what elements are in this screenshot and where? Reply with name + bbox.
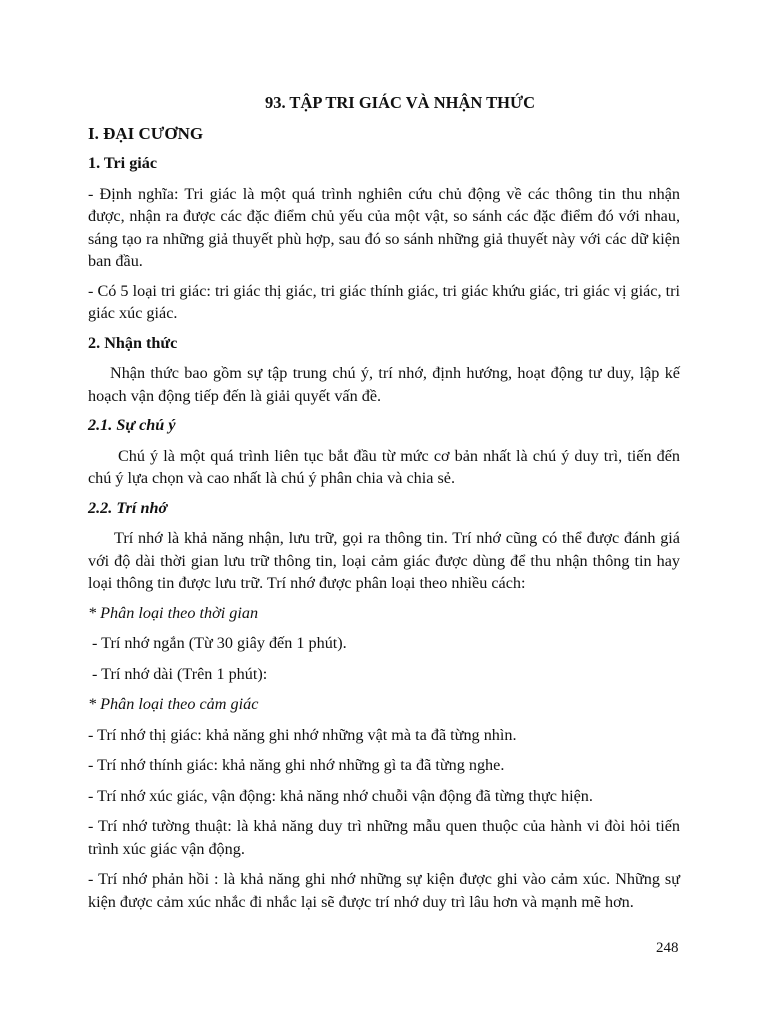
heading-tri-nho: 2.2. Trí nhớ bbox=[88, 498, 168, 517]
page-title: 93. TẬP TRI GIÁC VÀ NHẬN THỨC bbox=[264, 93, 535, 112]
list-item-visual-memory: - Trí nhớ thị giác: khả năng ghi nhớ những vật mà ta đã từng nhìn. bbox=[88, 725, 517, 744]
list-item-short-memory: - Trí nhớ ngắn (Từ 30 giây đến 1 phút). bbox=[92, 634, 347, 652]
paragraph-tri-nho: Trí nhớ là khả năng nhận, lưu trữ, gọi ra thông tin. Trí nhớ cũng có thể được đánh giá với độ dài thời gian lưu trữ thông tin, loại cảm giác được dùng để thu nhận thông tin hay loại thông tin được lưu trữ. Trí nhớ được phân loại theo nhiều cách: bbox=[88, 529, 680, 592]
section-heading-dai-cuong: I. ĐẠI CƯƠNG bbox=[88, 123, 204, 143]
paragraph-su-chu-y: Chú ý là một quá trình liên tục bắt đầu từ mức cơ bản nhất là chú ý duy trì, tiến đến chú ý lựa chọn và cao nhất là chú ý phân chia và chia sẻ. bbox=[88, 446, 680, 487]
subheading-by-sense: * Phân loại theo cảm giác bbox=[88, 695, 259, 713]
list-item-emotional-memory: - Trí nhớ phản hồi : là khả năng ghi nhớ những sự kiện được ghi vào cảm xúc. Những sự kiện được cảm xúc nhắc đi nhắc lại sẽ được trí nhớ duy trì lâu hơn và mạnh mẽ hơn. bbox=[88, 870, 680, 911]
list-item-auditory-memory: - Trí nhớ thính giác: khả năng ghi nhớ những gì ta đã từng nghe. bbox=[88, 756, 505, 774]
list-item-tactile-memory: - Trí nhớ xúc giác, vận động: khả năng nhớ chuỗi vận động đã từng thực hiện. bbox=[88, 786, 593, 805]
heading-su-chu-y: 2.1. Sự chú ý bbox=[88, 416, 176, 434]
subheading-by-time: * Phân loại theo thời gian bbox=[88, 603, 259, 622]
heading-nhan-thuc: 2. Nhận thức bbox=[88, 333, 178, 352]
list-item-long-memory: - Trí nhớ dài (Trên 1 phút): bbox=[92, 664, 268, 683]
list-item-procedural-memory: - Trí nhớ tường thuật: là khả năng duy trì những mẫu quen thuộc của hành vi đòi hỏi tiến trình xúc giác vận động. bbox=[88, 817, 680, 858]
document-page bbox=[88, 92, 680, 921]
heading-tri-giac: 1. Tri giác bbox=[88, 154, 158, 172]
page-number: 248 bbox=[656, 940, 679, 956]
paragraph-tri-giac-definition: - Định nghĩa: Tri giác là một quá trình nghiên cứu chủ động về các thông tin thu nhận được, nhận ra được các đặc điểm chủ yếu của một vật, so sánh các đặc điểm đó với nhau, sáng tạo ra những giả thuyết phù hợp, sau đó so sánh những giả thuyết này với các dữ kiện ban đầu. bbox=[88, 184, 680, 270]
paragraph-nhan-thuc: Nhận thức bao gồm sự tập trung chú ý, trí nhớ, định hướng, hoạt động tư duy, lập kế hoạch vận động tiếp đến là giải quyết vấn đề. bbox=[88, 364, 680, 405]
paragraph-tri-giac-types: - Có 5 loại tri giác: tri giác thị giác, tri giác thính giác, tri giác khứu giác, tri giác vị giác, tri giác xúc giác. bbox=[88, 281, 680, 322]
